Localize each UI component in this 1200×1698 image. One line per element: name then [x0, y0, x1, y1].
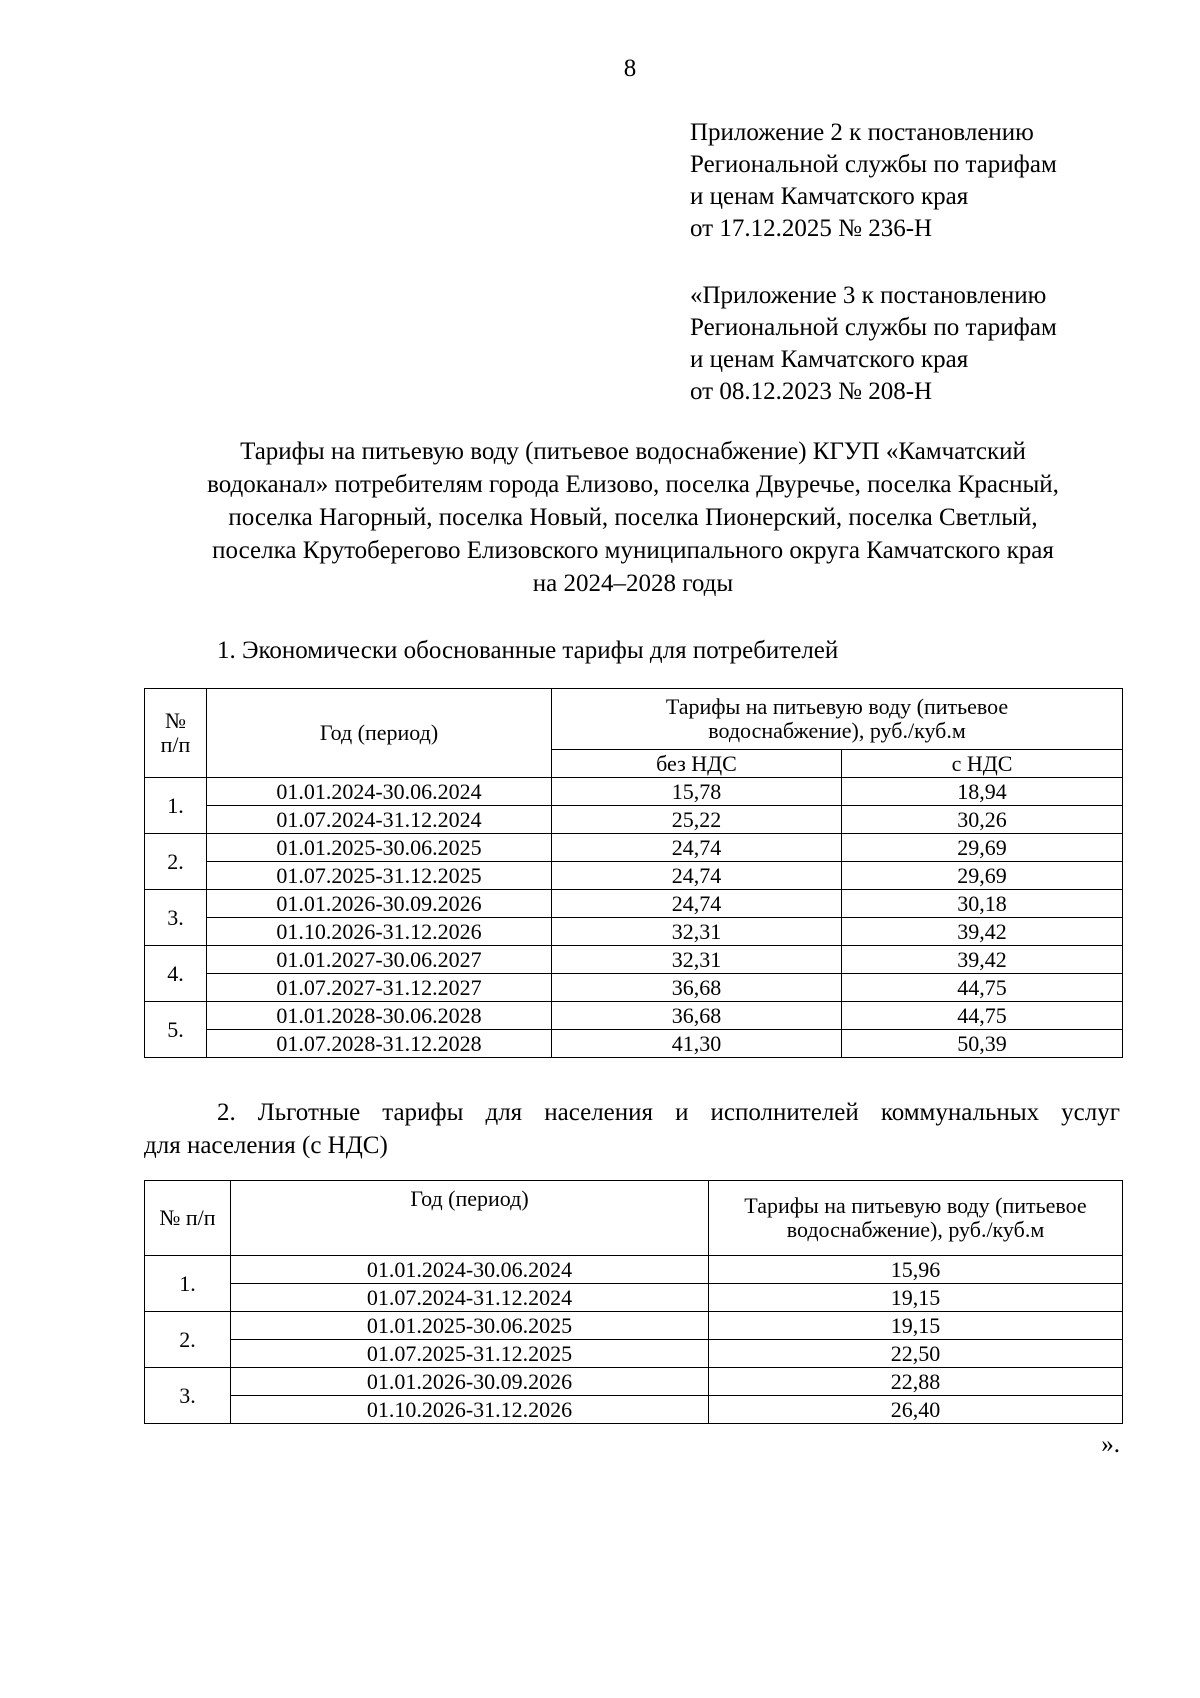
cell-vat: 44,75	[842, 1002, 1123, 1030]
table-row	[145, 1340, 1123, 1368]
cell-tariff: 26,40	[709, 1396, 1123, 1424]
cell-period: 01.01.2028-30.06.2028	[207, 1002, 552, 1030]
appendix-line: от 17.12.2025 № 236-Н	[690, 215, 933, 242]
cell-vat: 29,69	[842, 834, 1123, 862]
cell-tariff: 22,50	[709, 1340, 1123, 1368]
cell-period: 01.07.2025-31.12.2025	[207, 862, 552, 890]
title-line: водоканал» потребителям города Елизово, поселка Двуречье, поселка Красный,	[207, 471, 1059, 498]
table-row	[145, 1396, 1123, 1424]
row-number: 2.	[145, 834, 207, 890]
cell-period: 01.07.2024-31.12.2024	[207, 806, 552, 834]
cell-period: 01.01.2027-30.06.2027	[207, 946, 552, 974]
appendix-line: Приложение 2 к постановлению	[690, 119, 1034, 146]
cell-vat: 44,75	[842, 974, 1123, 1002]
cell-no-vat: 15,78	[552, 778, 842, 806]
title-line: поселка Крутоберегово Елизовского муниципального округа Камчатского края	[212, 537, 1054, 564]
table-row	[145, 778, 1123, 806]
title-line: поселка Нагорный, поселка Новый, поселка Пионерский, поселка Светлый,	[228, 504, 1038, 531]
col-header-no-vat: без НДС	[552, 750, 842, 778]
cell-tariff: 19,15	[709, 1312, 1123, 1340]
table-row	[145, 862, 1123, 890]
economic-tariffs-table	[144, 688, 1123, 1058]
closing-quote-mark: ».	[1101, 1431, 1120, 1458]
table-row	[145, 918, 1123, 946]
table-row	[145, 974, 1123, 1002]
cell-tariff: 15,96	[709, 1256, 1123, 1284]
cell-no-vat: 36,68	[552, 974, 842, 1002]
section2-heading-line: для населения (с НДС)	[144, 1132, 388, 1159]
table-row	[145, 1312, 1123, 1340]
table-row	[145, 834, 1123, 862]
cell-period: 01.07.2027-31.12.2027	[207, 974, 552, 1002]
cell-period: 01.01.2025-30.06.2025	[207, 834, 552, 862]
table-row	[145, 1368, 1123, 1396]
col-header-number: № п/п	[145, 1181, 231, 1256]
cell-no-vat: 24,74	[552, 862, 842, 890]
cell-vat: 18,94	[842, 778, 1123, 806]
cell-no-vat: 24,74	[552, 834, 842, 862]
cell-period: 01.01.2024-30.06.2024	[231, 1256, 709, 1284]
col-header-tariff: Тарифы на питьевую воду (питьевое водоснабжение), руб./куб.м	[709, 1181, 1123, 1256]
cell-no-vat: 32,31	[552, 918, 842, 946]
row-number: 4.	[145, 946, 207, 1002]
section2-heading-line: 2. Льготные тарифы для населения и исполнителей коммунальных услуг	[217, 1099, 1120, 1126]
appendix-reference-new	[690, 117, 1057, 245]
cell-no-vat: 41,30	[552, 1030, 842, 1058]
cell-period: 01.01.2026-30.09.2026	[207, 890, 552, 918]
cell-period: 01.01.2026-30.09.2026	[231, 1368, 709, 1396]
appendix-line: и ценам Камчатского края	[690, 346, 969, 373]
table-row	[145, 1256, 1123, 1284]
row-number: 2.	[145, 1312, 231, 1368]
col-header-tariff: Тарифы на питьевую воду (питьевое водоснабжение), руб./куб.м	[552, 689, 1123, 750]
page-number: 8	[623, 55, 637, 82]
table-row	[145, 1284, 1123, 1312]
cell-no-vat: 36,68	[552, 1002, 842, 1030]
col-header-vat: с НДС	[842, 750, 1123, 778]
appendix-line: от 08.12.2023 № 208-Н	[690, 378, 933, 405]
row-number: 1.	[145, 1256, 231, 1312]
section2-heading	[144, 1096, 1120, 1162]
row-number: 5.	[145, 1002, 207, 1058]
cell-vat: 30,26	[842, 806, 1123, 834]
cell-tariff: 19,15	[709, 1284, 1123, 1312]
row-number: 1.	[145, 778, 207, 834]
col-header-period: Год (период)	[231, 1181, 709, 1256]
cell-vat: 30,18	[842, 890, 1123, 918]
title-line: на 2024–2028 годы	[532, 570, 734, 597]
cell-period: 01.07.2028-31.12.2028	[207, 1030, 552, 1058]
cell-no-vat: 25,22	[552, 806, 842, 834]
appendix-line: Региональной службы по тарифам	[690, 314, 1057, 341]
cell-vat: 39,42	[842, 918, 1123, 946]
col-header-period: Год (период)	[207, 689, 552, 778]
title-line: Тарифы на питьевую воду (питьевое водоснабжение) КГУП «Камчатский	[240, 438, 1026, 465]
cell-period: 01.01.2024-30.06.2024	[207, 778, 552, 806]
cell-period: 01.07.2025-31.12.2025	[231, 1340, 709, 1368]
cell-tariff: 22,88	[709, 1368, 1123, 1396]
cell-period: 01.07.2024-31.12.2024	[231, 1284, 709, 1312]
table-row	[145, 1030, 1123, 1058]
cell-period: 01.10.2026-31.12.2026	[207, 918, 552, 946]
document-title	[146, 435, 1120, 600]
preferential-tariffs-table	[144, 1180, 1123, 1424]
cell-period: 01.10.2026-31.12.2026	[231, 1396, 709, 1424]
section1-heading: 1. Экономически обоснованные тарифы для потребителей	[217, 637, 839, 664]
cell-period: 01.01.2025-30.06.2025	[231, 1312, 709, 1340]
row-number: 3.	[145, 890, 207, 946]
cell-no-vat: 24,74	[552, 890, 842, 918]
table-row	[145, 890, 1123, 918]
table-row	[145, 806, 1123, 834]
appendix-line: и ценам Камчатского края	[690, 183, 969, 210]
appendix-reference-old	[690, 280, 1057, 408]
table-row	[145, 946, 1123, 974]
appendix-line: «Приложение 3 к постановлению	[690, 282, 1047, 309]
table-row	[145, 1002, 1123, 1030]
cell-no-vat: 32,31	[552, 946, 842, 974]
cell-vat: 50,39	[842, 1030, 1123, 1058]
cell-vat: 29,69	[842, 862, 1123, 890]
appendix-line: Региональной службы по тарифам	[690, 151, 1057, 178]
cell-vat: 39,42	[842, 946, 1123, 974]
row-number: 3.	[145, 1368, 231, 1424]
col-header-number: № п/п	[145, 689, 207, 778]
